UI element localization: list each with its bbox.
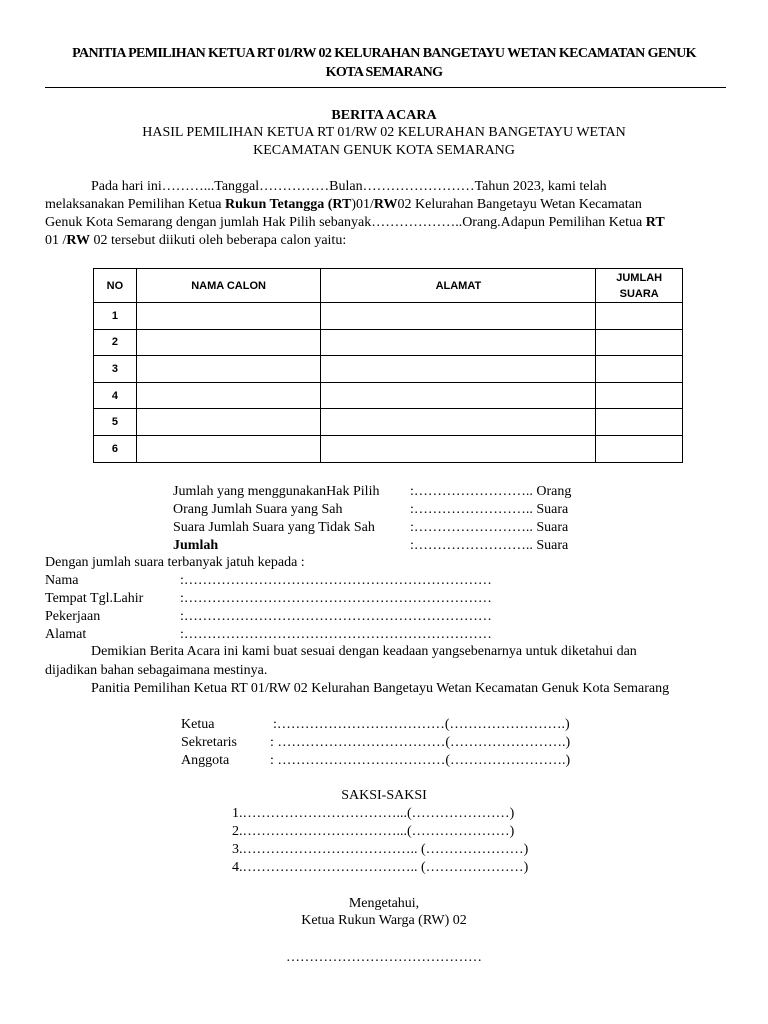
cell-jumlah [596,303,683,330]
committee-header-line1: PANITIA PEMILIHAN KETUA RT 01/RW 02 KELURAHAN BANGETAYU WETAN KECAMATAN GENUK [72,46,696,61]
cell-alamat [321,356,596,383]
cell-jumlah [596,382,683,409]
winner-value-alamat: :………………………………………………………… [180,627,492,642]
document-subtitle-line1: HASIL PEMILIHAN KETUA RT 01/RW 02 KELURAHAN BANGETAYU WETAN [142,125,626,140]
cell-no: 3 [94,356,137,383]
winner-value-pekerjaan: :………………………………………………………… [180,609,492,624]
saksi-item-4: 4.……………………………….. (…………………) [232,860,529,875]
cell-no: 5 [94,409,137,436]
intro-line4: 01 /RW 02 tersebut diikuti oleh beberapa calon yaitu: [45,233,347,248]
winner-label-alamat: Alamat [45,627,87,642]
cell-nama [136,303,321,330]
intro-line2: melaksanakan Pemilihan Ketua Rukun Tetangga (RT)01/RW02 Kelurahan Bangetayu Wetan Kecamatan [45,197,642,212]
winner-label-nama: Nama [45,573,79,588]
panitia-role-sekretaris: Sekretaris [181,735,237,750]
table-row [94,435,683,462]
cell-nama [136,382,321,409]
cell-jumlah [596,329,683,356]
header-alamat: ALAMAT [321,269,596,303]
cell-alamat [321,303,596,330]
panitia-sign-anggota: : ………………………………(…………………….) [270,753,571,768]
winner-value-ttl: :………………………………………………………… [180,591,492,606]
ketua-rw-label: Ketua Rukun Warga (RW) 02 [301,913,467,928]
closing-line2: dijadikan bahan sebagaimana mestinya. [45,663,268,678]
document-title: BERITA ACARA [331,108,437,123]
candidate-table [93,268,683,463]
panitia-sign-sekretaris: : ………………………………(…………………….) [270,735,571,750]
table-row [94,329,683,356]
cell-alamat [321,409,596,436]
closing-line3: Panitia Pemilihan Ketua RT 01/RW 02 Kelurahan Bangetayu Wetan Kecamatan Genuk Kota Semarang [91,681,670,696]
summary-value-suara-sah: :…………………….. Suara [410,502,569,517]
ketua-rw-signature-line: …………………………………… [286,950,482,965]
cell-jumlah [596,435,683,462]
document-subtitle-line2: KECAMATAN GENUK KOTA SEMARANG [253,143,515,158]
summary-value-hak-pilih: :…………………….. Orang [410,484,572,499]
cell-no: 4 [94,382,137,409]
cell-jumlah [596,356,683,383]
table-row [94,409,683,436]
winner-label-ttl: Tempat Tgl.Lahir [45,591,144,606]
cell-alamat [321,435,596,462]
panitia-role-anggota: Anggota [181,753,230,768]
header-jumlah-suara: JUMLAH SUARA [596,269,683,303]
panitia-sign-ketua: :………………………………(…………………….) [273,717,570,732]
committee-header-line2: KOTA SEMARANG [325,65,443,80]
cell-nama [136,329,321,356]
saksi-item-1: 1.……………………………...(…………………) [232,806,515,821]
cell-no: 6 [94,435,137,462]
saksi-title: SAKSI-SAKSI [341,788,427,803]
cell-nama [136,356,321,383]
winner-intro: Dengan jumlah suara terbanyak jatuh kepada : [45,555,305,570]
cell-nama [136,435,321,462]
winner-label-pekerjaan: Pekerjaan [45,609,101,624]
summary-label-tidak-sah: Suara Jumlah Suara yang Tidak Sah [173,520,375,535]
cell-no: 2 [94,329,137,356]
cell-nama [136,409,321,436]
cell-no: 1 [94,303,137,330]
summary-value-tidak-sah: :…………………….. Suara [410,520,569,535]
table-row [94,356,683,383]
table-row [94,382,683,409]
header-divider [45,87,726,88]
header-no: NO [94,269,137,303]
summary-label-jumlah: Jumlah [173,538,219,553]
cell-alamat [321,382,596,409]
summary-label-hak-pilih: Jumlah yang menggunakanHak Pilih [173,484,380,499]
cell-jumlah [596,409,683,436]
mengetahui-label: Mengetahui, [348,896,420,911]
panitia-role-ketua: Ketua [181,717,215,732]
intro-line3: Genuk Kota Semarang dengan jumlah Hak Pilih sebanyak………………..Orang.Adapun Pemilihan Ketua RT [45,215,665,230]
saksi-item-3: 3.……………………………….. (…………………) [232,842,529,857]
saksi-item-2: 2.……………………………...(…………………) [232,824,515,839]
summary-value-jumlah: :…………………….. Suara [410,538,569,553]
closing-line1: Demikian Berita Acara ini kami buat sesuai dengan keadaan yangsebenarnya untuk diketahui dan [91,644,637,659]
winner-value-nama: :………………………………………………………… [180,573,492,588]
intro-line1: Pada hari ini………...Tanggal……………Bulan……………………Tahun 2023, kami telah [91,179,607,194]
summary-label-suara-sah: Orang Jumlah Suara yang Sah [173,502,343,517]
table-header-row [94,269,683,303]
table-row [94,303,683,330]
header-nama-calon: NAMA CALON [136,269,321,303]
cell-alamat [321,329,596,356]
